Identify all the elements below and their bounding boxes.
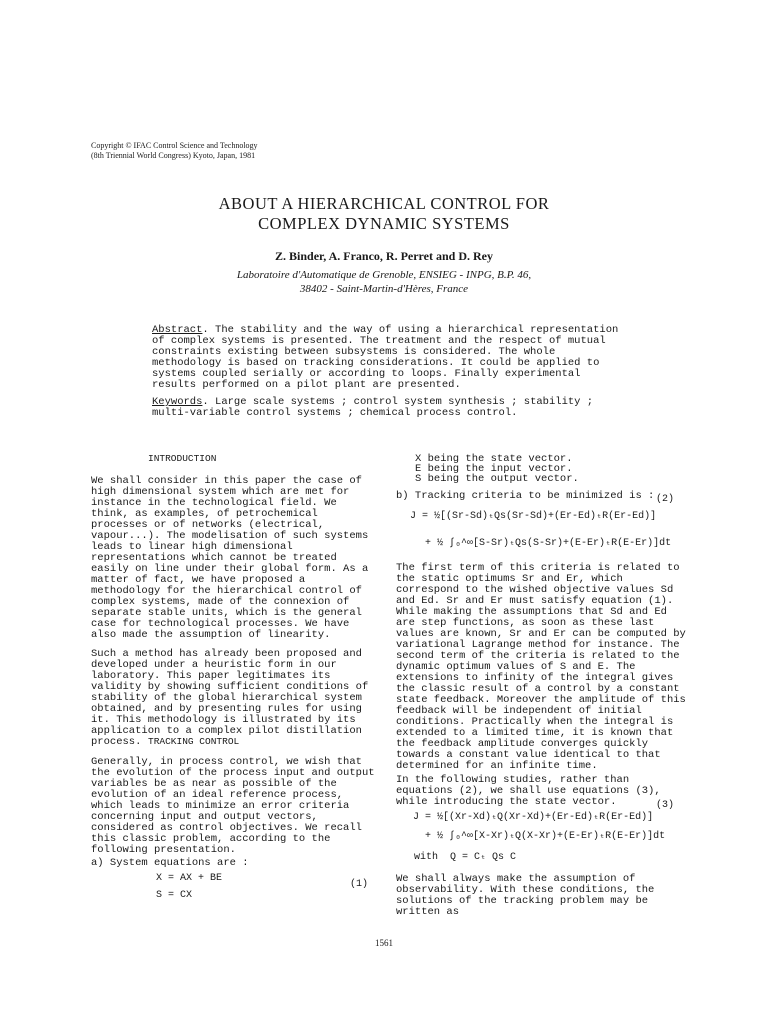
page-number: 1561 — [375, 938, 393, 948]
equation-1-line-1: X = AX + BE — [156, 873, 223, 884]
affiliation-line-2: 38402 - Saint-Martin-d'Hères, France — [299, 283, 469, 295]
right-paragraph-3: We shall always make the assumption of observability. With these conditions, the solutions of the tracking problem may be written as — [396, 873, 655, 918]
equation-1-line-2: S = CX — [156, 890, 193, 901]
keywords-label: Keywords — [152, 396, 203, 408]
right-paragraph-1: The first term of this criteria is related to the static optimums Sr and Er, which correspond to the wished objective values Sd and Ed. Sr and Er must satisfy equation (1). While making the assumptions that Sd and Ed are step functions, as soon as these last values are known, Sr and Er can be computed by variational Lagrange method for instance. The second term of the criteria is related to the dynamic optimum values of S and E. The extensions to infinity of the integral gives the classic result of a control by a constant state feedback. Moreover the amplitude of this feedback will be independent of initial conditions. Practically when the integral is extended to a limited time, it is known that the feedback amplitude converges quickly towards a constant value identical to that determined for an infinite time. — [396, 562, 686, 772]
abstract-text: . The stability and the way of using a hierarchical representation of complex systems is presented. The treatment and the respect of mutual constraints existing between subsystems is considered. The whole methodology is based on tracking considerations. It could be applied to systems coupled serially or according to loops. Finally experimental results performed on a pilot plant are presented. — [152, 324, 619, 391]
def-output-vector: S being the output vector. — [415, 473, 579, 485]
copyright-line-2: (8th Triennial World Congress) Kyoto, Japan, 1981 — [91, 151, 256, 160]
intro-paragraph-2: Such a method has already been proposed and developed under a heuristic form in our laboratory. This paper legitimates its validity by showing sufficient conditions of stability of the global hierarchical system obtained, and by presenting rules for using it. This methodology is illustrated by its application to a complex pilot distillation process. — [91, 648, 369, 748]
def-state-vector: X being the state vector. — [415, 453, 573, 465]
equation-2-line-1: J = ½[(Sr-Sd)ₜQs(Sr-Sd)+(Er-Ed)ₜR(Er-Ed)] — [410, 511, 657, 522]
copyright-line-1: Copyright © IFAC Control Science and Technology — [91, 141, 258, 150]
equation-1-number: (1) — [350, 879, 369, 890]
introduction-heading: INTRODUCTION — [148, 453, 217, 464]
paper-title — [0, 194, 768, 234]
equation-3-line-2: + ½ ∫₀^∞[X-Xr)ₜQ(X-Xr)+(E-Er)ₜR(E-Er)]dt — [425, 831, 666, 842]
equation-3-with: with Q = Cₜ Qs C — [414, 852, 517, 863]
title-line-2: COMPLEX DYNAMIC SYSTEMS — [258, 214, 510, 233]
tracking-criteria-label: b) Tracking criteria to be minimized is : — [396, 490, 655, 502]
def-input-vector: E being the input vector. — [415, 463, 573, 475]
equation-3-line-1: J = ½[(Xr-Xd)ₜQ(Xr-Xd)+(Er-Ed)ₜR(Er-Ed)] — [413, 812, 654, 823]
keywords-text: . Large scale systems ; control system synthesis ; stability ; multi-variable control systems ; chemical process control. — [152, 396, 594, 419]
abstract — [152, 325, 622, 391]
tracking-control-heading: TRACKING CONTROL — [148, 736, 240, 747]
affiliation — [0, 268, 768, 296]
keywords — [152, 397, 622, 419]
intro-paragraph-1: We shall consider in this paper the case of high dimensional system which are met for instance in the technological field. We think, as examples, of petrochemical processes or of networks (electrical, vapour...). The modelisation of such systems leads to linear high dimensional representations which cannot be treated easily on line under their global form. As a matter of fact, we have proposed a methodology for the hierarchical control of complex systems, made of the connexion of separate stable units, which is the general case for technological processes. We have also made the assumption of linearity. — [91, 475, 369, 641]
copyright-notice — [91, 141, 258, 161]
system-equations-label: a) System equations are : — [91, 857, 249, 869]
left-column — [91, 476, 375, 748]
authors: Z. Binder, A. Franco, R. Perret and D. Rey — [275, 249, 493, 263]
equation-2-line-2: + ½ ∫₀^∞[S-Sr)ₜQs(S-Sr)+(E-Er)ₜR(E-Er)]dt — [425, 538, 672, 549]
affiliation-line-1: Laboratoire d'Automatique de Grenoble, ENSIEG - INPG, B.P. 46, — [236, 269, 532, 281]
abstract-label: Abstract — [152, 324, 203, 336]
tracking-paragraph: Generally, in process control, we wish that the evolution of the process input and output variables be as near as possible of the evolution of an ideal reference process, which leads to minimize an error criteria concerning input and output vectors, considered as control objectives. We recall this classic problem, according to the following presentation. — [91, 756, 375, 856]
vector-definitions — [415, 454, 579, 484]
equation-3-number: (3) — [656, 800, 675, 811]
right-paragraph-2: In the following studies, rather than equations (2), we shall use equations (3), while introducing the state vector. — [396, 774, 661, 808]
equation-2-number: (2) — [656, 494, 675, 505]
title-line-1: ABOUT A HIERARCHICAL CONTROL FOR — [218, 194, 550, 213]
